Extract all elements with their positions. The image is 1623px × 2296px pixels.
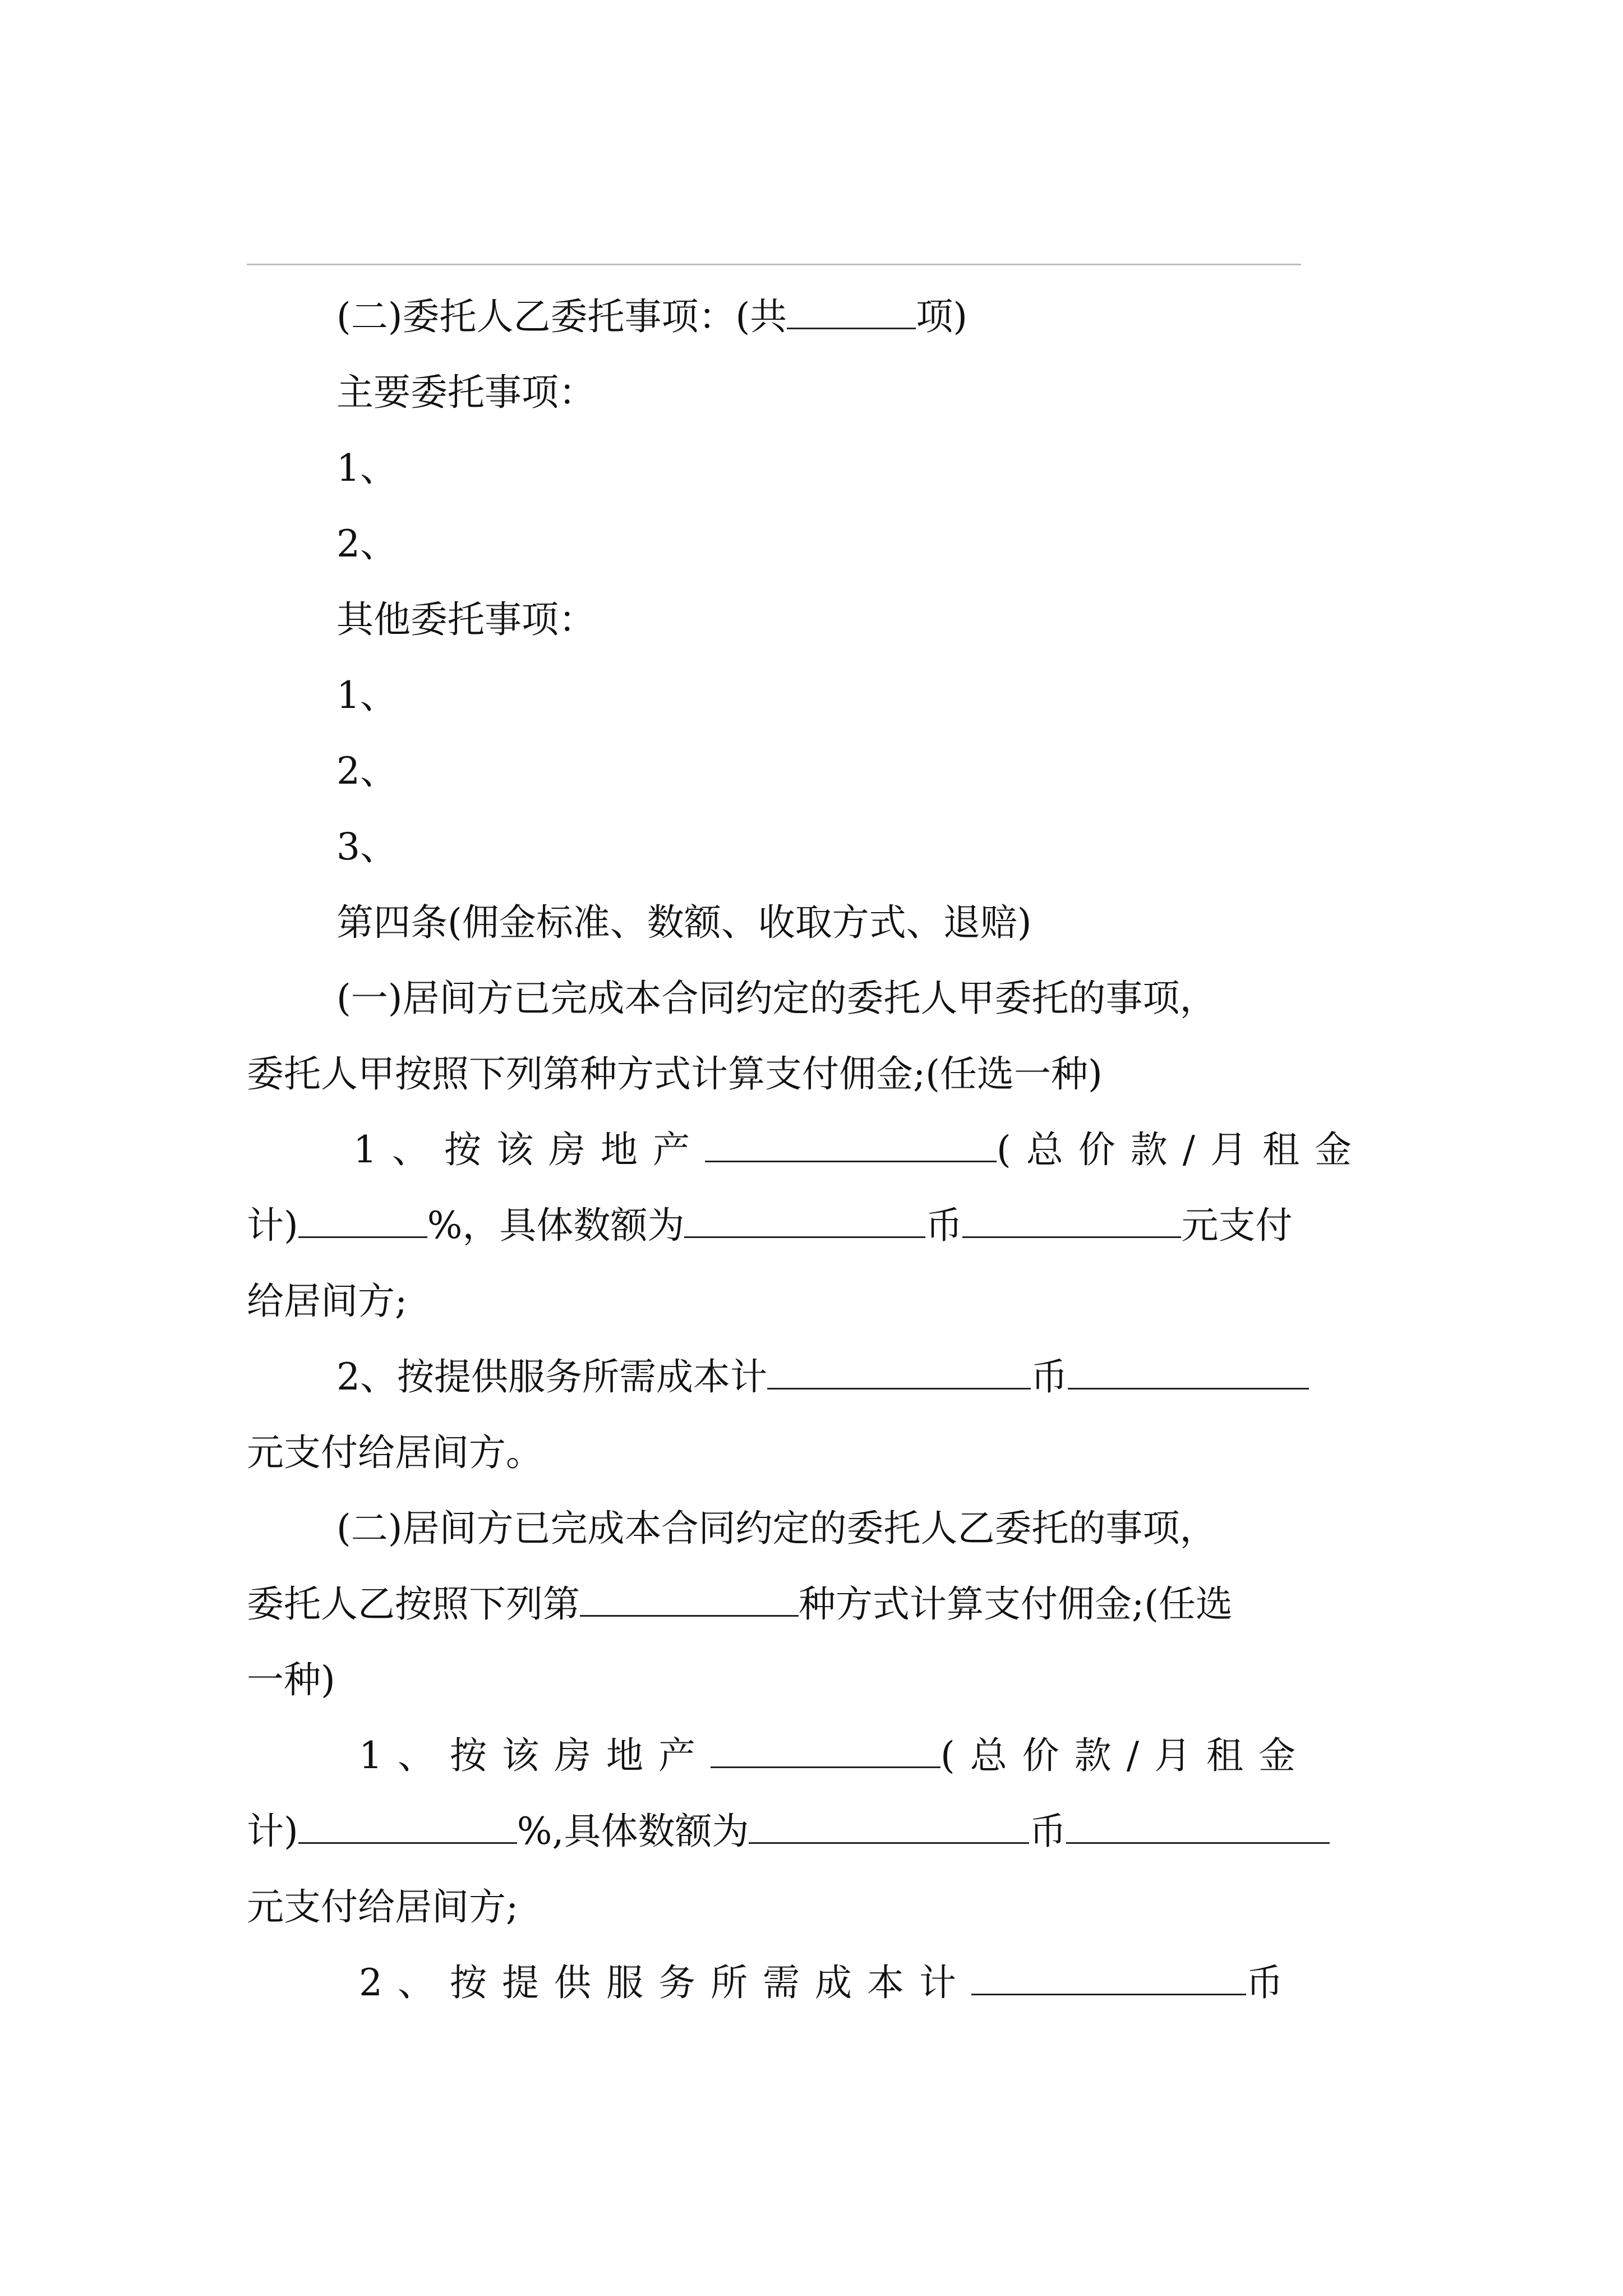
other-item-3: 3、 — [336, 825, 397, 868]
header-divider — [247, 264, 1301, 265]
commission-a-intro: (一)居间方已完成本合同约定的委托人甲委托的事项， — [336, 977, 1217, 1020]
amount-label: %，具体数额为 — [427, 1204, 685, 1247]
commission-a-method: 委托人甲按照下列第种方式计算支付佣金;(任选一种) — [247, 1052, 1103, 1096]
commission-b-choose-one: 一种) — [247, 1658, 335, 1701]
currency-blank — [749, 1810, 1029, 1844]
amount-blank — [1066, 1810, 1330, 1844]
main-item-1: 1、 — [336, 447, 397, 490]
option-1-label: 1、按该房地产 — [353, 1128, 705, 1171]
cost-amount-blank — [1068, 1355, 1309, 1389]
main-items-heading: 主要委托事项： — [336, 371, 596, 414]
entrusted-items-b-line — [336, 292, 967, 342]
article-four-heading: 第四条(佣金标准、数额、收取方式、退赔) — [336, 901, 1032, 944]
cost-currency-label: 币 — [1246, 1961, 1298, 2004]
other-item-1: 1、 — [336, 674, 397, 717]
currency-blank — [684, 1204, 925, 1238]
main-item-2: 2、 — [336, 522, 397, 565]
method-label: 委托人乙按照下列第 — [247, 1582, 580, 1626]
commission-a-option-1 — [353, 1125, 1367, 1175]
calc-label: 计) — [247, 1810, 298, 1853]
amount-label: %,具体数额为 — [517, 1810, 749, 1853]
entrusted-items-b-label: (二)委托人乙委托事项：(共 — [336, 295, 787, 338]
method-number-blank — [580, 1582, 799, 1617]
cost-currency-blank — [767, 1355, 1031, 1389]
commission-a-option-2 — [336, 1352, 1309, 1402]
entrusted-items-b-suffix: 项) — [916, 295, 967, 338]
calc-label: 计) — [247, 1204, 298, 1247]
amount-blank — [962, 1204, 1181, 1238]
commission-b-intro: (二)居间方已完成本合同约定的委托人乙委托的事项， — [336, 1507, 1217, 1550]
commission-a-option-1-amount — [247, 1200, 1292, 1251]
property-basis-blank — [711, 1734, 940, 1768]
commission-b-option-1 — [359, 1731, 1311, 1781]
commission-b-option-1-payee: 元支付给居间方; — [247, 1885, 519, 1929]
commission-a-option-1-payee: 给居间方; — [247, 1280, 408, 1323]
option-1-label: 1、按该房地产 — [359, 1734, 711, 1777]
commission-a-option-2-payee: 元支付给居间方。 — [247, 1431, 543, 1474]
cost-currency-label: 币 — [1031, 1355, 1068, 1398]
payment-label: 元支付 — [1181, 1204, 1293, 1247]
option-1-basis: (总价款/月租金 — [940, 1734, 1311, 1777]
method-suffix: 种方式计算支付佣金;(任选 — [799, 1582, 1233, 1626]
commission-b-option-2 — [359, 1958, 1298, 2008]
commission-b-option-1-amount — [247, 1806, 1330, 1857]
property-basis-blank — [705, 1128, 997, 1162]
currency-label: 币 — [925, 1204, 963, 1247]
percent-blank — [298, 1204, 427, 1238]
cost-basis-label: 2、按提供服务所需成本计 — [359, 1961, 971, 2004]
other-item-2: 2、 — [336, 749, 397, 793]
option-1-basis: (总价款/月租金 — [997, 1128, 1367, 1171]
items-count-blank — [787, 295, 916, 329]
cost-basis-label: 2、按提供服务所需成本计 — [336, 1355, 767, 1398]
cost-currency-blank — [971, 1961, 1246, 1995]
percent-blank — [298, 1810, 517, 1844]
other-items-heading: 其他委托事项： — [336, 598, 596, 641]
commission-b-method — [247, 1579, 1233, 1630]
currency-label: 币 — [1029, 1810, 1067, 1853]
